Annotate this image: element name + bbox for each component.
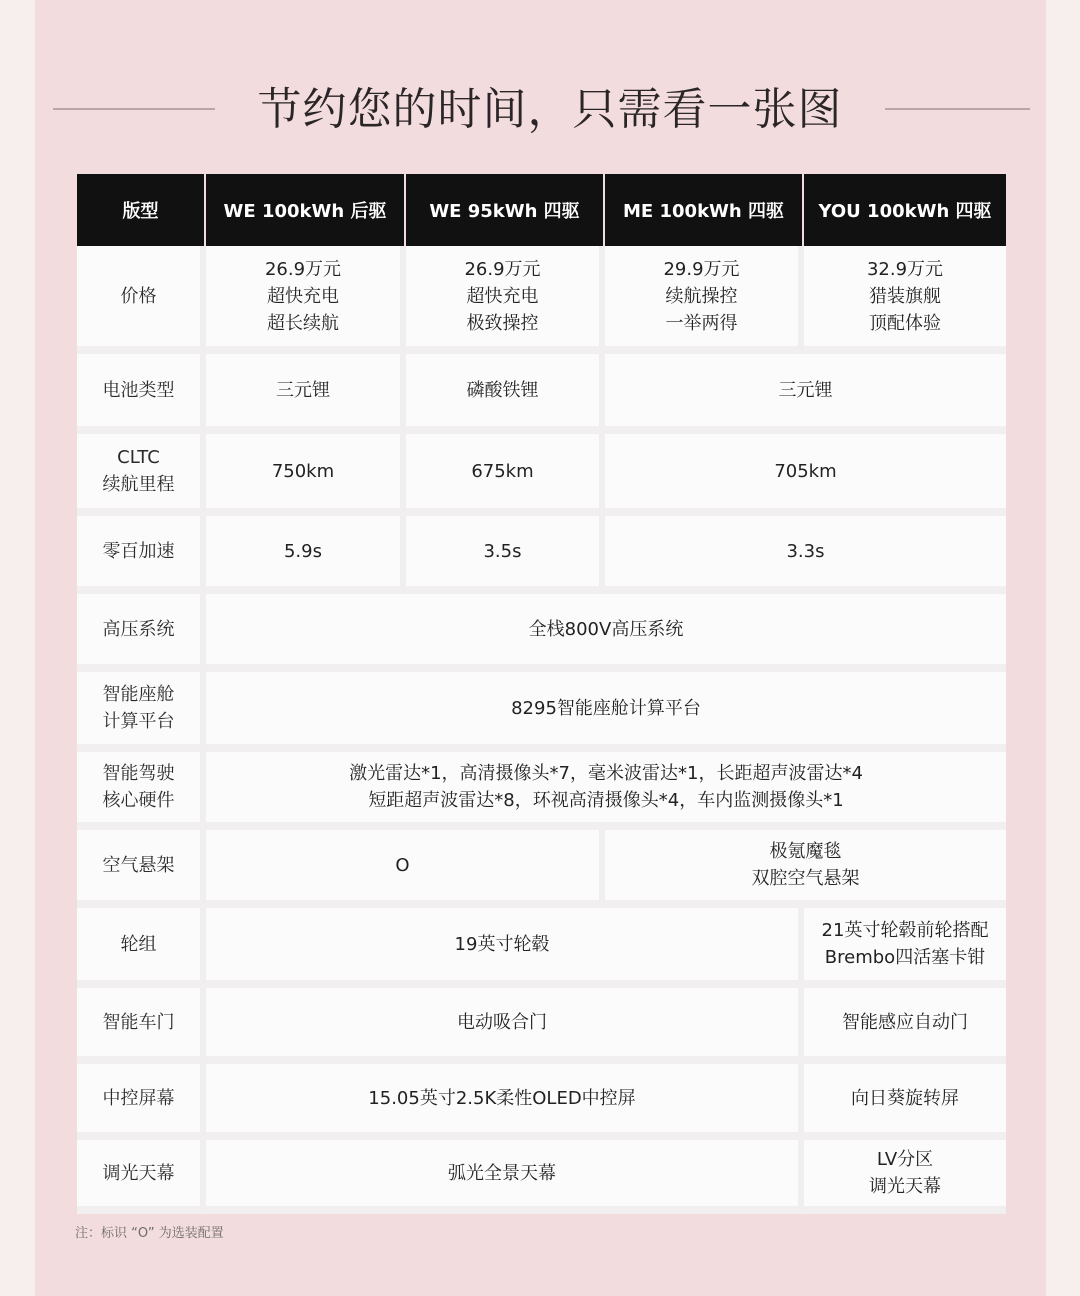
- row-cockpit: [77, 672, 1006, 752]
- footnote: 注：标识 “O” 为选装配置: [75, 1226, 224, 1241]
- cell-adas-all: 激光雷达*1，高清摄像头*7，毫米波雷达*1，长距超声波雷达*4 短距超声波雷达*8，环视高清摄像头*4，车内监测摄像头*1: [206, 752, 1006, 830]
- row-center-screen: [77, 1064, 1006, 1140]
- cell-price-you100: 32.9万元 猎装旗舰 顶配体验: [804, 246, 1006, 354]
- cell-air-me-you: 极氪魔毯 双腔空气悬架: [605, 830, 1006, 908]
- title-row: [35, 78, 1046, 142]
- cell-accel-we95: 3.5s: [406, 516, 605, 594]
- page: [35, 0, 1046, 1296]
- row-label-adas: 智能驾驶 核心硬件: [77, 752, 206, 830]
- row-label-dimming-roof: 调光天幕: [77, 1140, 206, 1214]
- cell-battery-me-you: 三元锂: [605, 354, 1006, 434]
- row-price: [77, 246, 1006, 354]
- row-label-battery: 电池类型: [77, 354, 206, 434]
- row-label-cockpit: 智能座舱 计算平台: [77, 672, 206, 752]
- header-trim: 版型: [77, 174, 206, 246]
- row-label-price: 价格: [77, 246, 206, 354]
- row-adas: [77, 752, 1006, 830]
- cell-door-we-me: 电动吸合门: [206, 988, 804, 1064]
- row-label-air-suspension: 空气悬架: [77, 830, 206, 908]
- cell-roof-we-me: 弧光全景天幕: [206, 1140, 804, 1214]
- spec-table: [77, 174, 1006, 1214]
- header-we95-awd: WE 95kWh 四驱: [406, 174, 605, 246]
- row-label-acceleration: 零百加速: [77, 516, 206, 594]
- cell-range-we95: 675km: [406, 434, 605, 516]
- row-wheels: [77, 908, 1006, 988]
- cell-wheels-we-me: 19英寸轮毂: [206, 908, 804, 988]
- row-hv-system: [77, 594, 1006, 672]
- row-label-wheels: 轮组: [77, 908, 206, 988]
- cell-wheels-you: 21英寸轮毂前轮搭配 Brembo四活塞卡钳: [804, 908, 1006, 988]
- page-title: 节约您的时间，只需看一张图: [257, 84, 843, 135]
- row-label-smart-door: 智能车门: [77, 988, 206, 1064]
- row-dimming-roof: [77, 1140, 1006, 1214]
- cell-range-we100: 750km: [206, 434, 406, 516]
- header-we100-rwd: WE 100kWh 后驱: [206, 174, 406, 246]
- cell-accel-me-you: 3.3s: [605, 516, 1006, 594]
- title-divider-right: [885, 108, 1030, 110]
- title-divider-left: [53, 108, 215, 110]
- header-row: [77, 174, 1006, 246]
- cell-accel-we100: 5.9s: [206, 516, 406, 594]
- cell-price-we95: 26.9万元 超快充电 极致操控: [406, 246, 605, 354]
- row-label-center-screen: 中控屏幕: [77, 1064, 206, 1140]
- row-smart-door: [77, 988, 1006, 1064]
- row-label-range: CLTC 续航里程: [77, 434, 206, 516]
- row-battery: [77, 354, 1006, 434]
- cell-hv-all: 全栈800V高压系统: [206, 594, 1006, 672]
- cell-screen-we-me: 15.05英寸2.5K柔性OLED中控屏: [206, 1064, 804, 1140]
- row-air-suspension: [77, 830, 1006, 908]
- header-you100-awd: YOU 100kWh 四驱: [804, 174, 1006, 246]
- header-me100-awd: ME 100kWh 四驱: [605, 174, 804, 246]
- row-label-hv-system: 高压系统: [77, 594, 206, 672]
- cell-cockpit-all: 8295智能座舱计算平台: [206, 672, 1006, 752]
- cell-battery-we95: 磷酸铁锂: [406, 354, 605, 434]
- cell-screen-you: 向日葵旋转屏: [804, 1064, 1006, 1140]
- row-acceleration: [77, 516, 1006, 594]
- cell-battery-we100: 三元锂: [206, 354, 406, 434]
- cell-roof-you: LV分区 调光天幕: [804, 1140, 1006, 1214]
- row-range: [77, 434, 1006, 516]
- cell-range-me-you: 705km: [605, 434, 1006, 516]
- cell-price-we100: 26.9万元 超快充电 超长续航: [206, 246, 406, 354]
- cell-price-me100: 29.9万元 续航操控 一举两得: [605, 246, 804, 354]
- cell-door-you: 智能感应自动门: [804, 988, 1006, 1064]
- cell-air-we: O: [206, 830, 605, 908]
